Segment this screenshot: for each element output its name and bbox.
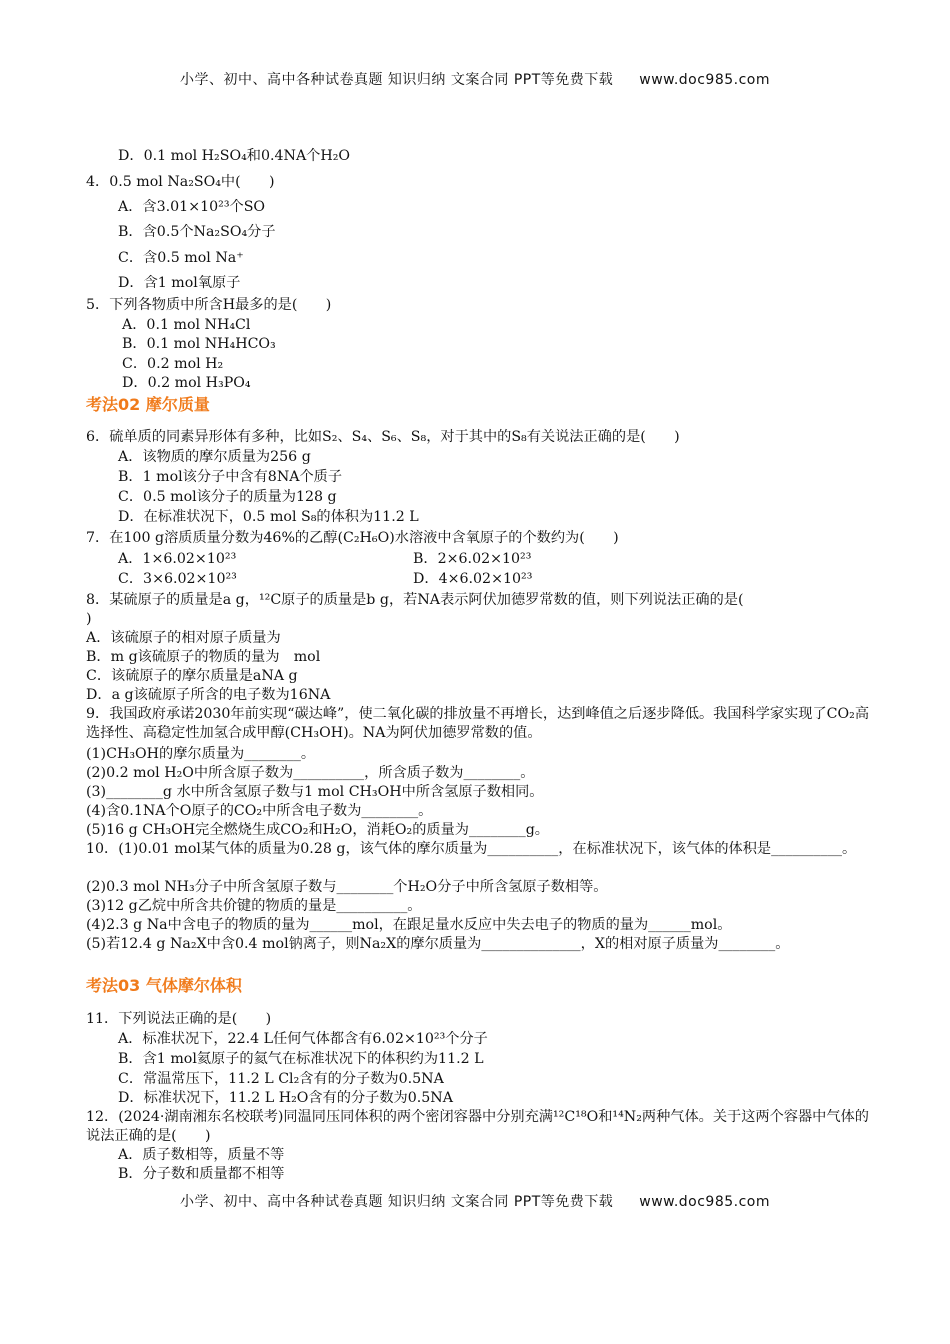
q4-option-d: D．含1 mol氧原子 [118,275,241,291]
q5-option-d: D．0.2 mol H₃PO₄ [122,375,251,391]
question-8: 8．某硫原子的质量是a g，¹²C原子的质量是b g，若NA表示阿伏加德罗常数的值，则下列说法正确的是( [86,592,744,608]
q9-part-3: (3)________g 水中所含氢原子数与1 mol CH₃OH中所含氢原子数相同。 [86,784,544,800]
q5-option-c: C．0.2 mol H₂ [122,356,224,372]
q7-option-c: C．3×6.02×10²³ [118,571,237,587]
question-11: 11．下列说法正确的是( ) [86,1011,272,1027]
q6-option-b: B．1 mol该分子中含有8NA个质子 [118,469,343,485]
q6-option-a: A．该物质的摩尔质量为256 g [118,449,311,465]
question-12: 12．(2024·湖南湘东名校联考)同温同压同体积的两个密闭容器中分别充满¹²C¹⁸O和¹⁴N₂两种气体。关于这两个容器中气体的说法正确的是( ) [86,1109,869,1144]
q7-option-a: A．1×6.02×10²³ [118,551,237,567]
q5-option-b: B．0.1 mol NH₄HCO₃ [122,336,276,352]
q12-option-b: B．分子数和质量都不相等 [118,1166,285,1182]
q12-option-a: A．质子数相等，质量不等 [118,1147,285,1163]
q6-option-c: C．0.5 mol该分子的质量为128 g [118,489,337,505]
q11-option-b: B．含1 mol氦原子的氦气在标准状况下的体积约为11.2 L [118,1051,484,1067]
q10-part-2: (2)0.3 mol NH₃分子中所含氢原子数与________个H₂O分子中所含氢原子数相等。 [86,879,608,895]
footer-site[interactable]: www.doc985.com [639,1194,771,1210]
q11-option-c: C．常温常压下，11.2 L Cl₂含有的分子数为0.5NA [118,1071,444,1087]
section-title-03: 考法03 气体摩尔体积 [86,976,242,995]
q11-option-a: A．标准状况下，22.4 L任何气体都含有6.02×10²³个分子 [118,1031,488,1047]
header-site[interactable]: www.doc985.com [639,72,771,88]
section-title-02: 考法02 摩尔质量 [86,395,210,414]
q9-part-2: (2)0.2 mol H₂O中所含原子数为__________，所含质子数为________。 [86,765,535,781]
q5-option-a: A．0.1 mol NH₄Cl [122,317,251,333]
q11-option-d: D．标准状况下，11.2 L H₂O含有的分子数为0.5NA [118,1090,453,1106]
q9-part-4: (4)含0.1NA个O原子的CO₂中所含电子数为________。 [86,803,433,819]
q4-option-b: B．含0.5个Na₂SO₄分子 [118,224,276,240]
question-10: 10．(1)0.01 mol某气体的质量为0.28 g，该气体的摩尔质量为__________，在标准状况下，该气体的体积是__________。 [86,841,857,857]
q8-option-b: B．m g该硫原子的物质的量为 mol [86,649,321,665]
q4-option-c: C．含0.5 mol Na⁺ [118,250,244,266]
page-header [0,69,950,89]
q8-option-c: C．该硫原子的摩尔质量是aNA g [86,668,298,684]
question-4: 4．0.5 mol Na₂SO₄中( ) [86,174,275,190]
q7-option-d: D．4×6.02×10²³ [413,571,533,587]
question-7: 7．在100 g溶质质量分数为46%的乙醇(C₂H₆O)水溶液中含氧原子的个数约为( ) [86,530,619,546]
question-8-end: ) [86,611,92,627]
q8-option-d: D．a g该硫原子所含的电子数为16NA [86,687,331,703]
q10-part-5: (5)若12.4 g Na₂X中含0.4 mol钠离子，则Na₂X的摩尔质量为______________，X的相对原子质量为________。 [86,936,790,952]
q9-part-1: (1)CH₃OH的摩尔质量为________。 [86,746,316,762]
q3-option-d: D．0.1 mol H₂SO₄和0.4NA个H₂O [118,148,351,164]
q8-option-a: A．该硫原子的相对原子质量为 [86,630,281,646]
header-text: 小学、初中、高中各种试卷真题 知识归纳 文案合同 PPT等免费下载 [179,72,614,88]
footer-text: 小学、初中、高中各种试卷真题 知识归纳 文案合同 PPT等免费下载 [179,1194,614,1210]
q10-part-3: (3)12 g乙烷中所含共价键的物质的量是__________。 [86,898,422,914]
q10-part-4: (4)2.3 g Na中含电子的物质的量为______mol，在跟足量水反应中失去电子的物质的量为______mol。 [86,917,732,933]
question-9: 9．我国政府承诺2030年前实现“碳达峰”，使二氧化碳的排放量不再增长，达到峰值之后逐步降低。我国科学家实现了CO₂高选择性、高稳定性加氢合成甲醇(CH₃OH)。NA为阿伏加德罗常数的值。 [86,706,870,741]
q7-option-b: B．2×6.02×10²³ [413,551,532,567]
question-6: 6．硫单质的同素异形体有多种，比如S₂、S₄、S₆、S₈，对于其中的S₈有关说法正确的是( ) [86,429,680,445]
q9-part-5: (5)16 g CH₃OH完全燃烧生成CO₂和H₂O，消耗O₂的质量为________g。 [86,822,549,838]
q4-option-a: A．含3.01×10²³个SO [118,199,266,215]
page-footer [0,1191,950,1211]
question-5: 5．下列各物质中所含H最多的是( ) [86,297,332,313]
q6-option-d: D．在标准状况下，0.5 mol S₈的体积为11.2 L [118,509,419,525]
